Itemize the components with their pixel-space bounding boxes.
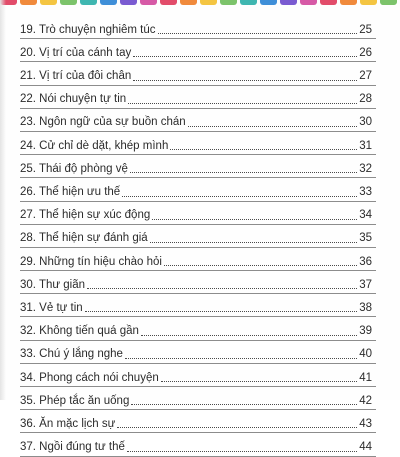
toc-entry-title: 21. Vị trí của đôi chân — [20, 70, 132, 83]
toc-entry-page: 26 — [359, 46, 372, 59]
toc-entry-title: 32. Không tiến quá gần — [20, 325, 139, 338]
stripe-segment — [240, 0, 257, 5]
toc-entry-page: 25 — [359, 23, 372, 36]
dot-leader — [164, 265, 357, 266]
toc-entry-title: 24. Cử chỉ dè dặt, khép mình — [20, 139, 169, 152]
dot-leader — [188, 126, 358, 127]
stripe-segment — [80, 0, 97, 5]
toc-entry — [20, 130, 372, 153]
toc-entry — [20, 385, 372, 408]
table-of-contents — [20, 14, 372, 455]
toc-entry — [20, 408, 372, 431]
dot-leader — [131, 404, 357, 405]
stripe-segment — [100, 0, 117, 5]
stripe-segment — [40, 0, 57, 5]
toc-entry-title: 25. Thái độ phòng vệ — [20, 162, 128, 175]
dot-leader — [133, 56, 357, 57]
stripe-segment — [360, 0, 377, 5]
toc-entry-title: 35. Phép tắc ăn uống — [20, 394, 130, 407]
dot-leader — [158, 33, 358, 34]
stripe-segment — [340, 0, 357, 5]
stripe-segment — [220, 0, 237, 5]
toc-entry — [20, 431, 372, 454]
dot-leader — [141, 335, 357, 336]
toc-entry-page: 27 — [359, 70, 372, 83]
toc-entry — [20, 362, 372, 385]
toc-entry — [20, 176, 372, 199]
toc-entry-title: 29. Những tín hiệu chào hỏi — [20, 255, 162, 268]
dot-leader — [85, 311, 358, 312]
toc-entry — [20, 37, 372, 60]
toc-entry-page: 37 — [359, 278, 372, 291]
toc-entry-page: 39 — [359, 325, 372, 338]
toc-entry-page: 40 — [359, 348, 372, 361]
dot-leader — [130, 172, 357, 173]
stripe-segment — [320, 0, 337, 5]
stripe-segment — [140, 0, 157, 5]
toc-entry-title: 30. Thư giãn — [20, 278, 86, 291]
toc-entry — [20, 246, 372, 269]
dot-leader — [122, 196, 357, 197]
toc-entry-page: 42 — [359, 394, 372, 407]
stripe-segment — [180, 0, 197, 5]
dot-leader — [127, 451, 357, 452]
dot-leader — [152, 219, 357, 220]
toc-entry-page: 43 — [359, 417, 372, 430]
dot-leader — [117, 427, 357, 428]
toc-entry-title: 37. Ngồi đúng tư thế — [20, 441, 125, 454]
stripe-segment — [60, 0, 77, 5]
toc-entry — [20, 223, 372, 246]
dot-leader — [161, 381, 357, 382]
stripe-segment — [260, 0, 277, 5]
toc-entry-title: 19. Trò chuyện nghiêm túc — [20, 23, 156, 36]
stripe-segment — [160, 0, 177, 5]
toc-entry — [20, 315, 372, 338]
stripe-segment — [120, 0, 137, 5]
toc-entry-page: 44 — [359, 441, 372, 454]
page-gutter-shadow — [0, 0, 6, 400]
toc-entry-page: 33 — [359, 186, 372, 198]
toc-entry-page: 41 — [359, 371, 372, 384]
toc-entry-page: 31 — [359, 139, 372, 152]
toc-entry — [20, 84, 372, 107]
toc-entry-page: 32 — [359, 162, 372, 175]
toc-entry-page: 36 — [359, 255, 372, 268]
dot-leader — [150, 242, 358, 243]
toc-entry-title: 26. Thể hiện ưu thế — [20, 186, 121, 198]
toc-entry-title: 34. Phong cách nói chuyện — [20, 371, 159, 384]
toc-entry — [20, 269, 372, 292]
toc-entry-page: 35 — [359, 232, 372, 245]
toc-entry-page: 34 — [359, 209, 372, 222]
toc-entry-title: 27. Thể hiện sự xúc động — [20, 209, 151, 222]
decorative-color-stripe — [0, 0, 400, 8]
toc-entry — [20, 292, 372, 315]
stripe-segment — [380, 0, 397, 5]
toc-entry-title: 36. Ăn mặc lịch sự — [20, 417, 116, 430]
stripe-segment — [300, 0, 317, 5]
dot-leader — [128, 103, 357, 104]
toc-entry-title: 22. Nói chuyện tự tin — [20, 93, 127, 106]
toc-entry — [20, 60, 372, 83]
dot-leader — [125, 358, 357, 359]
stripe-segment — [280, 0, 297, 5]
toc-entry — [20, 339, 372, 362]
stripe-segment — [20, 0, 37, 5]
toc-entry-title: 20. Vị trí của cánh tay — [20, 46, 132, 59]
toc-entry-title: 31. Vẻ tự tin — [20, 301, 83, 314]
stripe-segment — [200, 0, 217, 5]
dot-leader — [170, 149, 357, 150]
toc-entry-page: 38 — [359, 301, 372, 314]
toc-entry — [20, 153, 372, 176]
toc-entry-title: 23. Ngôn ngữ của sự buồn chán — [20, 116, 186, 129]
dot-leader — [87, 288, 357, 289]
toc-entry-title: 33. Chú ý lắng nghe — [20, 348, 123, 361]
toc-entry — [20, 200, 372, 223]
dot-leader — [133, 80, 357, 81]
toc-entry-page: 28 — [359, 93, 372, 106]
toc-entry-title: 28. Thể hiện sự đánh giá — [20, 232, 148, 245]
toc-entry-page: 30 — [359, 116, 372, 129]
toc-entry — [20, 14, 372, 37]
toc-entry — [20, 107, 372, 130]
